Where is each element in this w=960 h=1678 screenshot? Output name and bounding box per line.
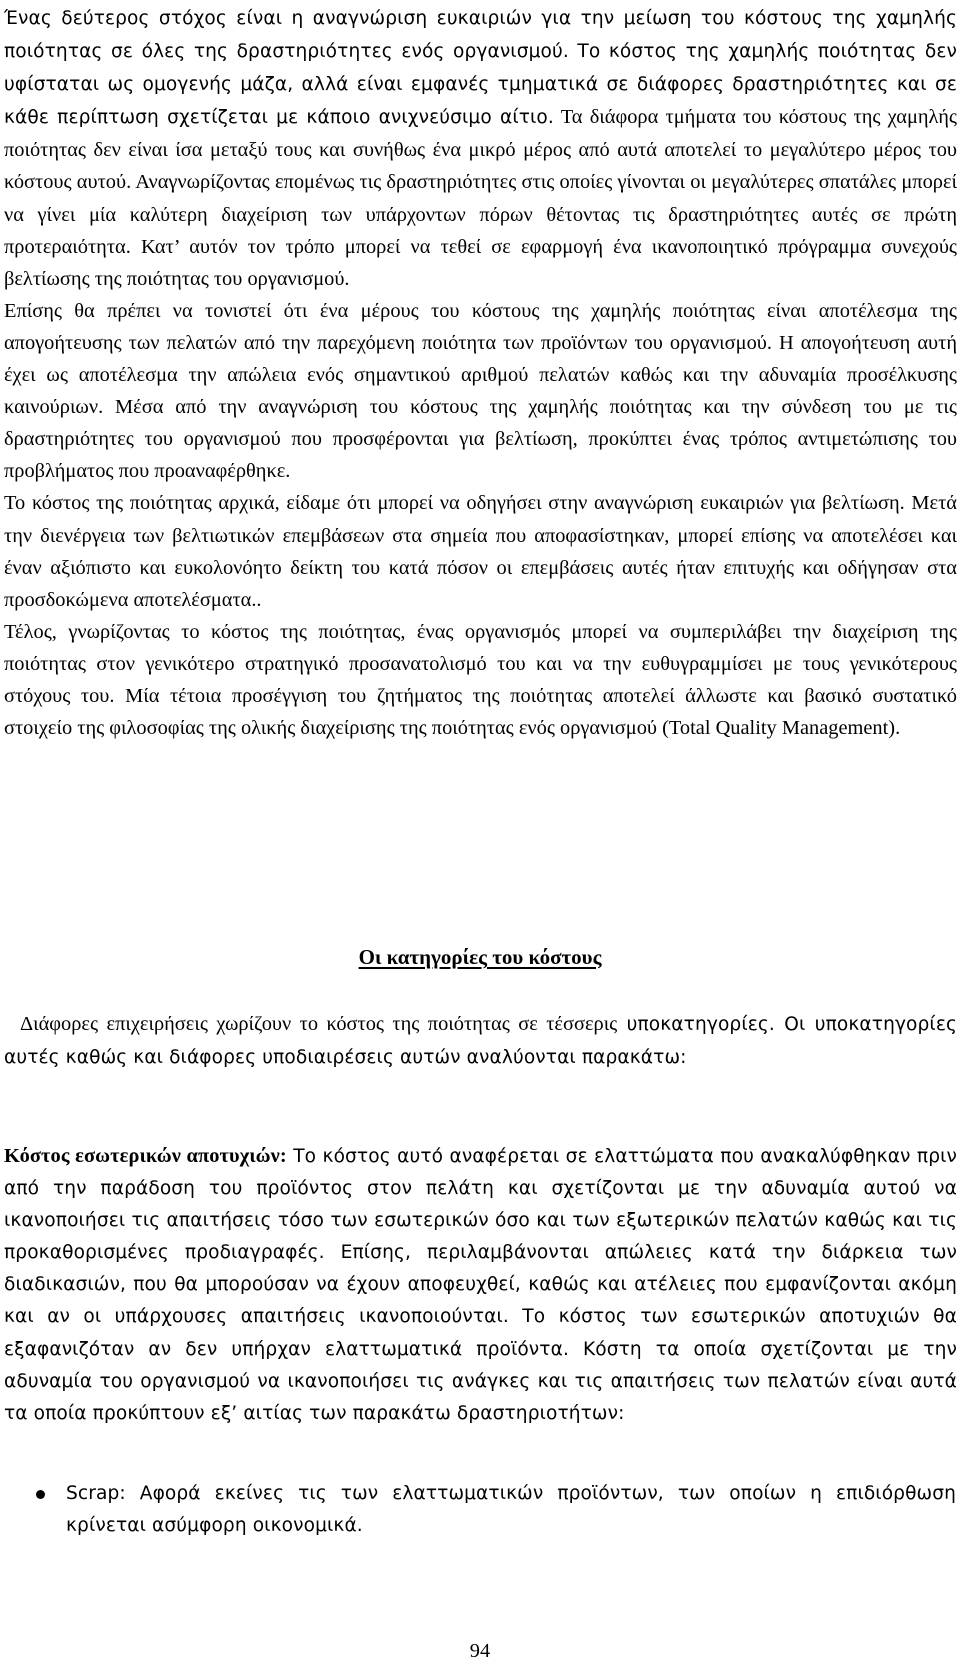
- page-number: 94: [469, 1640, 491, 1662]
- body-text: [4, 2, 957, 744]
- intro-serif-text: Διάφορες επιχειρήσεις χωρίζουν το κόστος της ποιότητας σε τέσσερις: [20, 1013, 618, 1035]
- bullet-icon: [36, 1490, 45, 1499]
- paragraph: Το κόστος της ποιότητας αρχικά, είδαμε ότι μπορεί να οδηγήσει στην αναγνώριση ευκαιριών για βελτίωση. Μετά την διενέργεια των βελτιωτικών επεμβάσεων στα σημεία που αποφασίστηκαν, μπορεί επίσης να αποτελέσει και έναν αξιόπιστο και ευκολονόητο δείκτη του κατά πόσον οι επεμβάσεις αυτές ήταν επιτυχής και οδήγησαν στα προσδοκώμενα αποτελέσματα..: [4, 492, 957, 611]
- paragraph: Τέλος, γνωρίζοντας το κόστος της ποιότητας, ένας οργανισμός μπορεί να συμπεριλάβει την διαχείριση της ποιότητας στον γενικότερο στρατηγικό προσανατολισμό του και να την ευθυγραμμίσει με τους γενικότερους στόχους του. Μία τέτοια προσέγγιση του ζητήματος της ποιότητας αποτελεί άλλωστε και βασικό συστατικό στοιχείο της φιλοσοφίας της ολικής διαχείρισης της ποιότητας ενός οργανισμού (Total Quality Management).: [4, 620, 957, 740]
- section-heading: Οι κατηγορίες του κόστους: [358, 945, 602, 969]
- paragraph-serif-text: Τα διάφορα τμήματα του κόστους της χαμηλής ποιότητας δεν είναι ίσα μεταξύ τους και συνήθως ένα μικρό μέρος από αυτά αποτελεί το μεγαλύτερο μέρος του κόστους αυτού. Αναγνωρίζοντας επομένως τις δραστηριότητες στις οποίες γίνονται οι μεγαλύτερες σπατάλες μπορεί να γίνει μία καλύτερη διαχείριση των υπάρχοντων πόρων θέτοντας τις δραστηριότητες αυτές σε πρώτη προτεραιότητα. Κατ’ αυτόν τον τρόπο μπορεί να τεθεί σε εφαρμογή ένα ικανοποιητικό πρόγραμμα συνεχούς βελτίωσης της ποιότητας του οργανισμού.: [4, 106, 957, 290]
- paragraph: Επίσης θα πρέπει να τονιστεί ότι ένα μέρους του κόστους της χαμηλής ποιότητας είναι αποτέλεσμα της απογοήτευσης των πελατών από την παρεχόμενη ποιότητα των προϊόντων του οργανισμού. Η απογοήτευση αυτή έχει ως αποτέλεσμα την απώλεια ενός σημαντικού αριθμού πελατών καθώς και την αδυναμία προσέλκυσης καινούριων. Μέσα από την αναγνώριση του κόστους της χαμηλής ποιότητας και την σύνδεση του με τις δραστηριότητες του οργανισμού που προσφέρονται για βελτίωση, προκύπτει ένας τρόπος αντιμετώπισης του προβλήματος που προαναφέρθηκε.: [4, 299, 957, 483]
- bullet-list: [0, 1478, 960, 1542]
- internal-failures-text: Το κόστος αυτό αναφέρεται σε ελαττώματα που ανακαλύφθηκαν πριν από την παράδοση του προϊόντος στον πελάτη και σχετίζονται με την αδυναμία αυτού να ικανοποιήσει τις απαιτήσεις τόσο των εσωτερικών όσο και των εξωτερικών πελατών καθώς και τις προκαθορισμένες προδιαγραφές. Επίσης, περιλαμβάνονται απώλειες κατά την διάρκεια των διαδικασιών, που θα μπορούσαν να έχουν αποφευχθεί, καθώς και ατέλειες που εμφανίζονται ακόμη και αν οι υπάρχουσες απαιτήσεις ικανοποιούνται. Το κόστος των εσωτερικών αποτυχιών θα εξαφανιζόταν αν δεν υπήρχαν ελαττωματικά προϊόντα. Κόστη τα οποία σχετίζονται με την αδυναμία του οργανισμού να ικανοποιήσει τις ανάγκες και τις απαιτήσεις των πελατών είναι αυτά τα οποία προκύπτουν εξ’ αιτίας των παρακάτω δραστηριοτήτων:: [4, 1146, 958, 1424]
- list-item-text: Scrap: Αφορά εκείνες τις των ελαττωματικών προϊόντων, των οποίων η επιδιόρθωση κρίνεται ασύμφορη οικονομικά.: [66, 1483, 956, 1537]
- list-item: [0, 1478, 960, 1542]
- paragraph: [4, 2, 957, 295]
- section-intro: [4, 1008, 957, 1075]
- internal-failures-paragraph: [4, 1140, 957, 1430]
- internal-failures-term: Κόστος εσωτερικών αποτυχιών:: [4, 1145, 287, 1167]
- intro-sans-text: υποκατηγορίες. Οι υποκατηγορίες αυτές καθώς και διάφορες υποδιαιρέσεις αυτών αναλύονται παρακάτω:: [4, 1014, 957, 1069]
- paragraph-sans-text: Ένας δεύτερος στόχος είναι η αναγνώριση ευκαιριών για την μείωση του κόστους της χαμηλής ποιότητας σε όλες της δραστηριότητες ενός οργανισμού. Το κόστος της χαμηλής ποιότητας δεν υφίσταται ως ομογενής μάζα, αλλά είναι εμφανές τμηματικά σε διάφορες δραστηριότητες και σε κάθε περίπτωση σχετίζεται με κάποιο ανιχνεύσιμο αίτιο.: [4, 8, 957, 129]
